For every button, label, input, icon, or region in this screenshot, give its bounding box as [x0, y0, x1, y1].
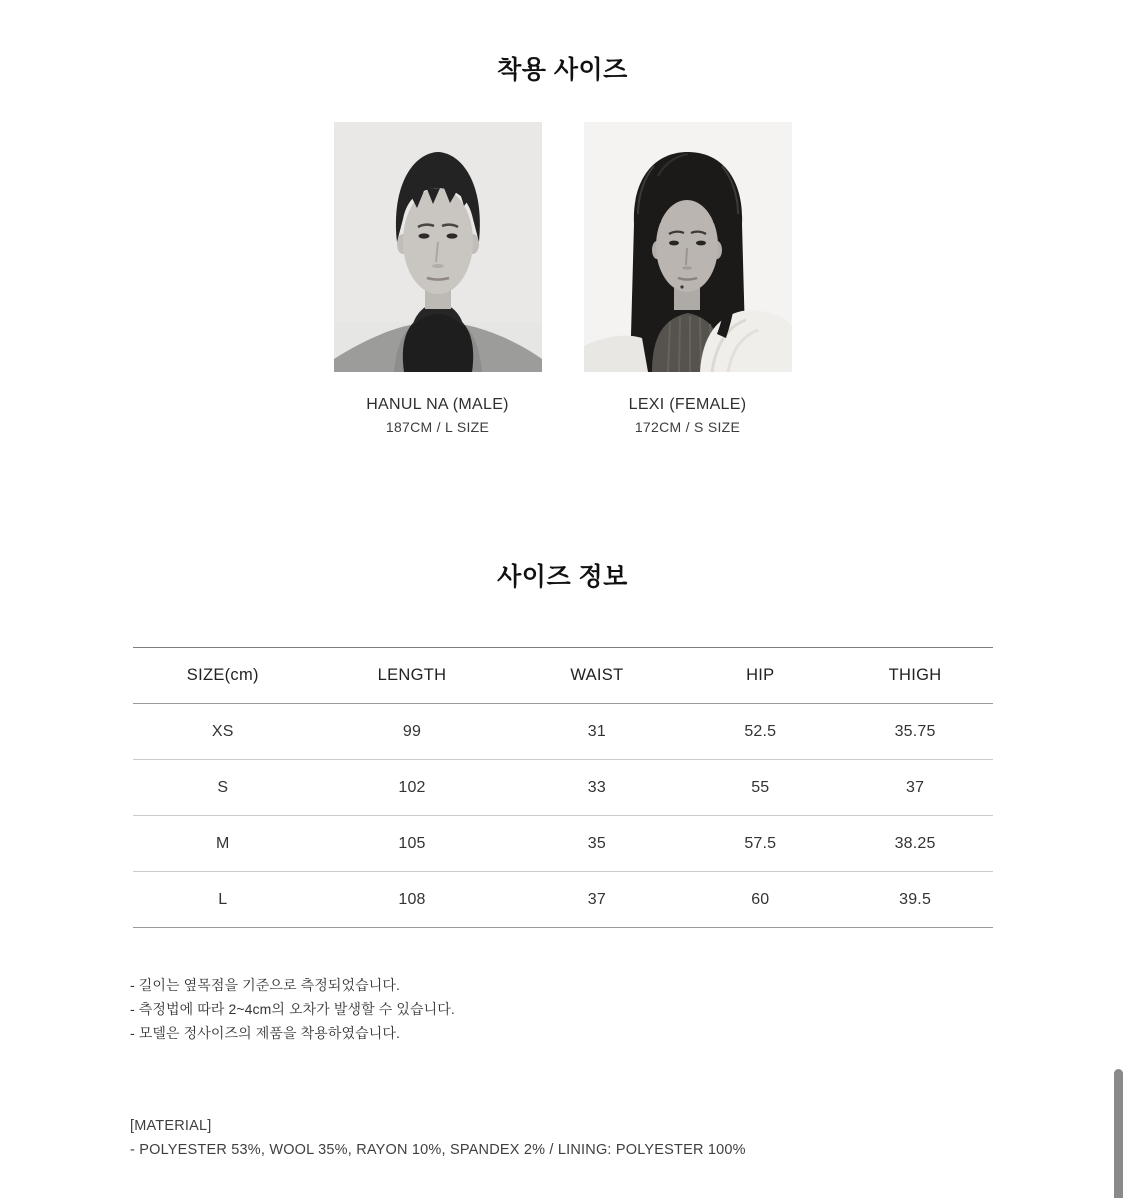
cell-waist: 35 [511, 816, 683, 872]
model-photos-row [0, 122, 1125, 436]
table-row-l [133, 872, 993, 928]
model-spec: 187CM / L SIZE [385, 419, 490, 435]
cell-thigh: 39.5 [899, 890, 932, 908]
cell-thigh: 35.75 [838, 704, 993, 760]
model-photo-male [334, 122, 542, 372]
cell-thigh: 38.25 [838, 816, 993, 872]
model-name: HANUL NA (MALE) [366, 396, 509, 413]
model-photo-female [584, 122, 792, 372]
cell-length: 99 [313, 704, 511, 760]
col-header-hip: HIP [683, 648, 838, 704]
model-name: LEXI (FEMALE) [628, 396, 747, 413]
cell-waist: 37 [587, 890, 606, 908]
note-line-2: - 측정법에 따라 2~4cm의 오차가 발생할 수 있습니다. [130, 1001, 455, 1017]
model-figure-male [334, 122, 542, 436]
col-header-size: SIZE(cm) [133, 648, 314, 704]
table-row-xs [133, 704, 993, 760]
cell-size: S [133, 760, 314, 816]
cell-hip: 57.5 [683, 816, 838, 872]
size-info-title: 사이즈 정보 [497, 563, 628, 591]
cell-length: 108 [398, 890, 426, 908]
table-row-m [133, 816, 993, 872]
note-line-3: - 모델은 정사이즈의 제품을 착용하였습니다. [130, 1025, 400, 1041]
cell-hip: 60 [751, 890, 770, 908]
wearing-size-title: 착용 사이즈 [497, 56, 628, 84]
cell-size: L [218, 890, 228, 908]
material-label: [MATERIAL] [130, 1118, 212, 1134]
size-table [133, 647, 993, 928]
measurement-notes [130, 973, 1125, 1045]
material-composition: - POLYESTER 53%, WOOL 35%, RAYON 10%, SPANDEX 2% / LINING: POLYESTER 100% [130, 1142, 746, 1158]
scrollbar-thumb[interactable] [1114, 1069, 1123, 1198]
cell-waist: 33 [511, 760, 683, 816]
material-section [130, 1114, 1125, 1162]
model-figure-female [584, 122, 792, 436]
wearing-size-section [0, 0, 1125, 436]
cell-length: 105 [313, 816, 511, 872]
model-spec: 172CM / S SIZE [634, 419, 741, 435]
col-header-thigh: THIGH [838, 648, 993, 704]
cell-size: XS [133, 704, 314, 760]
cell-hip: 55 [683, 760, 838, 816]
size-table-header-row [133, 648, 993, 704]
cell-waist: 31 [511, 704, 683, 760]
col-header-waist: WAIST [511, 648, 683, 704]
cell-length: 102 [313, 760, 511, 816]
cell-size: M [133, 816, 314, 872]
note-line-1: - 길이는 옆목점을 기준으로 측정되었습니다. [130, 977, 400, 993]
cell-thigh: 37 [838, 760, 993, 816]
col-header-length: LENGTH [313, 648, 511, 704]
table-row-s [133, 760, 993, 816]
size-info-section [0, 563, 1125, 1162]
cell-hip: 52.5 [683, 704, 838, 760]
